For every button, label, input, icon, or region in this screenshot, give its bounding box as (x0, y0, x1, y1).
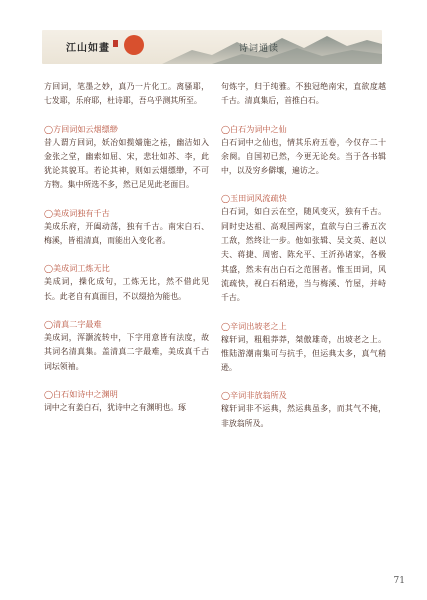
entry-text: 白石词中之仙也，情其乐府五卷，今仅存二十余阕。自国初已然，今更无论矣。当于各书辑中，以及穷乡僻壤，遍访之。 (221, 137, 386, 176)
entry-text: 昔人谓方回词，妖冶如揽嫱施之袪，幽洁如入金张之堂，幽索如屈、宋，悲壮如苏、李，此犹论其貌耳。若论其神，则如云烟缥缈，不可方物。集中所选不多，然已足见此老面目。 (44, 137, 209, 190)
page-number: 71 (393, 576, 405, 586)
header-banner (42, 30, 382, 64)
entry (221, 191, 386, 305)
entry (44, 122, 209, 193)
banner-subtitle: 诗词通读 (239, 44, 280, 54)
entry-text: 美成词，操化成句，工炼无比，然不借此见长。此老自有真面目，不以缀拾为能也。 (44, 277, 209, 301)
left-column (44, 80, 209, 428)
entry-text: 词中之有姜白石，犹诗中之有渊明也。琢 (44, 402, 187, 412)
entry (221, 122, 386, 179)
entry (44, 206, 209, 249)
entry (44, 80, 209, 109)
entry-text: 美成乐府，开阖动荡，独有千古。南宋白石、梅溪，皆祖清真，而能出入变化者。 (44, 221, 209, 246)
entry-title: ◯白石如诗中之渊明 (44, 388, 118, 399)
entry-text: 美成词，浑灏流转中，下字用意皆有法度，故其词名清真集。盖清真二字最难，美成真千古词坛领袖。 (44, 332, 209, 371)
entry (44, 387, 209, 415)
banner-title: 江山如畫 (66, 43, 110, 54)
right-column (221, 80, 386, 444)
entry-title: ◯辛词出坡老之上 (221, 320, 287, 331)
entry-title: ◯玉田词风流疏快 (221, 193, 287, 204)
entry-text: 白石词，如白云在空，随风变灭，独有千古。同时史达祖、高观国两家，直欲与白三番五次工敌，然终让一步。他如张辑、吴文英、赵以夫、蒋捷、周密、陈允平、王沂孙诸家，各极其盛，然未有出白石之范围者。惟玉田词，风流疏快，视白石稍逊，当与梅溪、竹屋，并峙千古。 (221, 207, 386, 303)
entry-title: ◯美成词工炼无比 (44, 263, 110, 274)
entry (221, 80, 386, 109)
entry-title: ◯辛词非放翁所及 (221, 390, 287, 401)
entry-text: 稼轩词，粗粗莽莽，桀傲雄奇，出坡老之上。惟陆游潮南集可与抗手，但运典太多，真气稍逊。 (221, 334, 386, 373)
entry-title: ◯白石为词中之仙 (221, 123, 287, 134)
entry (44, 317, 209, 374)
entry (221, 388, 386, 431)
entry-text: 句炼字，归于纯雅。不独冠绝南宋，直欲度越千古。清真集后，首推白石。 (221, 82, 386, 106)
sun-icon (124, 35, 144, 55)
entry (221, 319, 386, 376)
entry-title: ◯美成词独有千古 (44, 207, 110, 218)
entry-title: ◯清真二字最难 (44, 318, 102, 329)
entry-text: 方回词，笔墨之妙，真乃一片化工。离骚耶，七发耶，乐府耶，杜诗耶，吾乌乎测其所至。 (44, 82, 209, 106)
entry-title: ◯方回词如云烟缥缈 (44, 123, 118, 134)
entry-text: 稼轩词非不运典，然运典虽多，而其气不掩，非放翁所及。 (221, 404, 386, 428)
entry (44, 261, 209, 304)
